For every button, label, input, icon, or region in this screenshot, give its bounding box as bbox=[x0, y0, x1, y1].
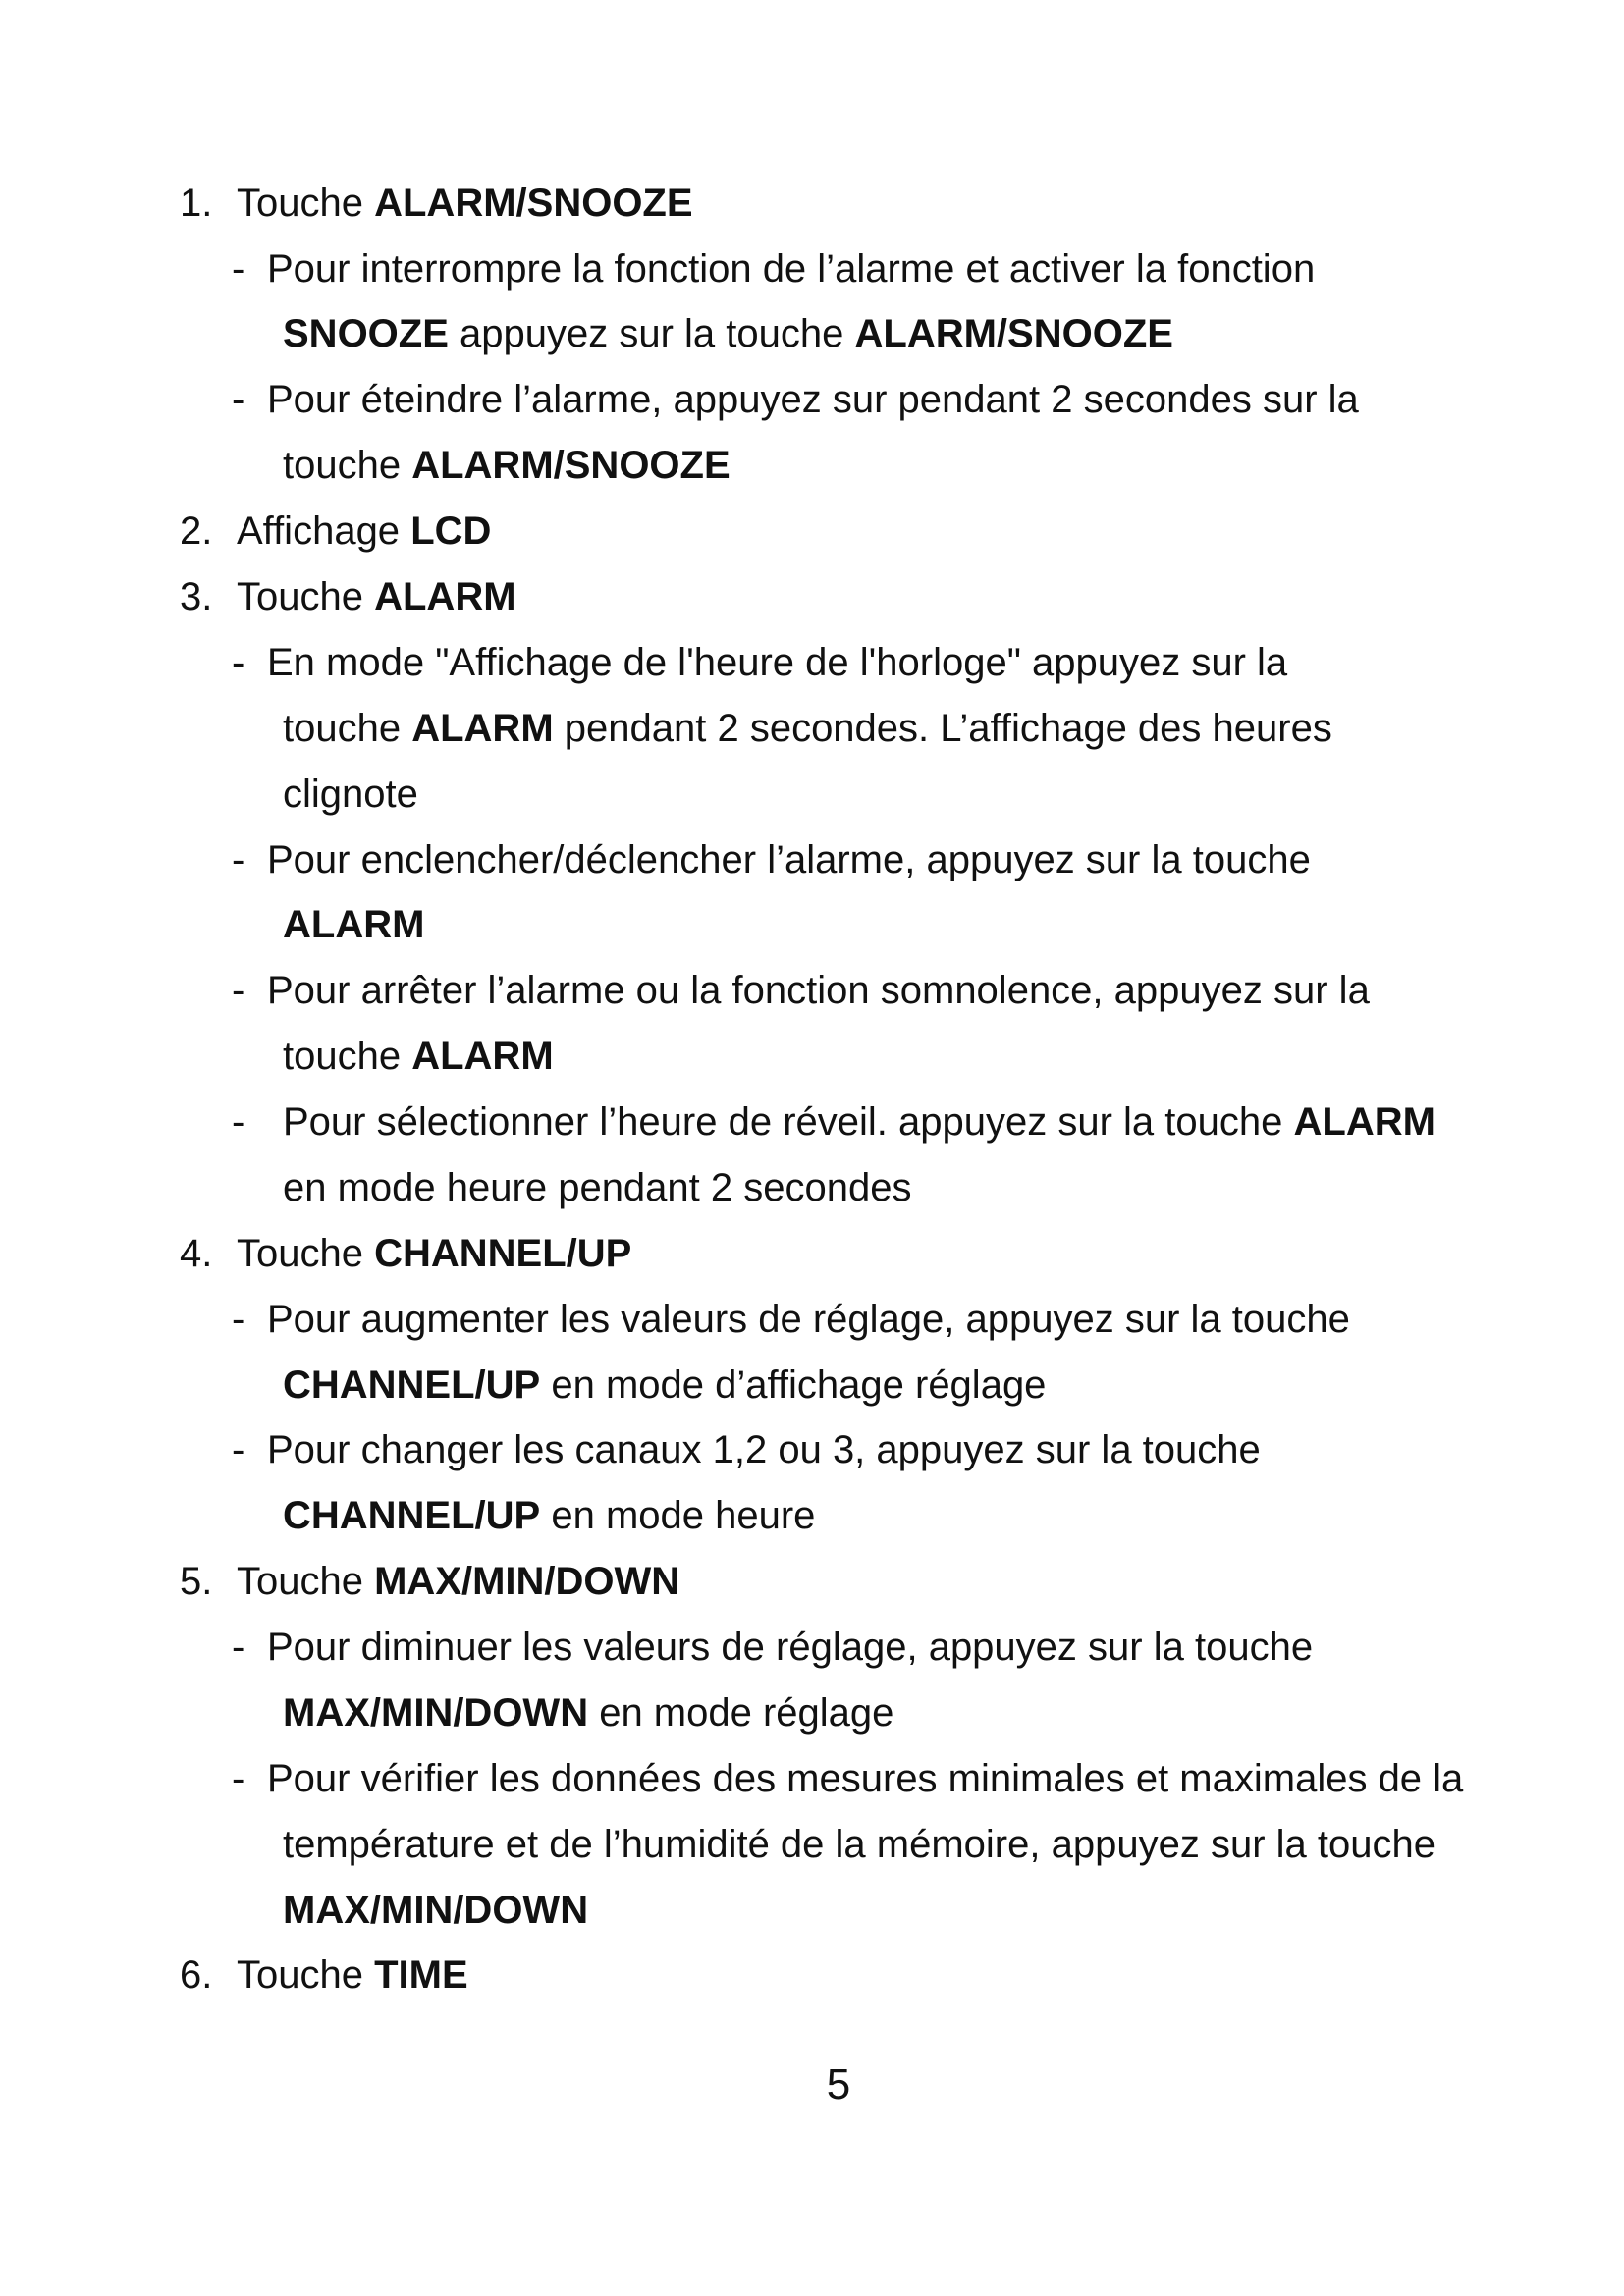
item-3-bullet-4-line-2 bbox=[283, 1164, 912, 1211]
item-1-heading bbox=[180, 180, 693, 227]
key-name: ALARM/SNOOZE bbox=[411, 444, 731, 487]
item-3-bullet-1-line-3 bbox=[283, 771, 418, 818]
bullet-dash: - bbox=[232, 641, 245, 684]
item-2-heading bbox=[180, 507, 491, 555]
item-3-bullet-4-line-1 bbox=[232, 1098, 1435, 1146]
item-6-heading bbox=[180, 1951, 468, 1999]
bullet-text: Pour sélectionner l’heure de réveil. appuyez sur la touche bbox=[283, 1100, 1294, 1144]
item-prefix: Touche bbox=[237, 575, 363, 618]
key-name: TIME bbox=[374, 1953, 468, 1997]
bullet-text: En mode "Affichage de l'heure de l'horloge" appuyez sur la bbox=[267, 641, 1288, 684]
key-name: ALARM bbox=[283, 903, 425, 946]
item-3-bullet-3-line-1 bbox=[232, 967, 1370, 1014]
item-4-bullet-1-line-2 bbox=[283, 1362, 1046, 1409]
key-name: MAX/MIN/DOWN bbox=[283, 1889, 589, 1932]
item-1-bullet-1-line-2 bbox=[283, 310, 1173, 357]
bullet-text: Pour éteindre l’alarme, appuyez sur pendant 2 secondes sur la bbox=[267, 378, 1359, 421]
bullet-dash: - bbox=[232, 838, 245, 881]
bullet-text: touche bbox=[283, 1035, 412, 1078]
key-name: ALARM/SNOOZE bbox=[374, 182, 693, 225]
bullet-text: pendant 2 secondes. L’affichage des heures bbox=[553, 707, 1332, 750]
bullet-text: température et de l’humidité de la mémoire, appuyez sur la touche bbox=[283, 1823, 1435, 1866]
bullet-dash: - bbox=[232, 1757, 245, 1800]
bullet-text: en mode heure pendant 2 secondes bbox=[283, 1166, 912, 1209]
item-3-bullet-1-line-2 bbox=[283, 705, 1332, 752]
key-name: ALARM bbox=[411, 707, 554, 750]
item-number: 6. bbox=[180, 1953, 213, 1997]
key-name: CHANNEL/UP bbox=[283, 1494, 541, 1537]
bullet-dash: - bbox=[232, 378, 245, 421]
bullet-text: Pour interrompre la fonction de l’alarme et activer la fonction bbox=[267, 247, 1316, 291]
item-4-bullet-2-line-1 bbox=[232, 1426, 1261, 1473]
item-prefix: Affichage bbox=[237, 509, 401, 553]
key-name: MAX/MIN/DOWN bbox=[283, 1691, 589, 1735]
bullet-text: Pour augmenter les valeurs de réglage, appuyez sur la touche bbox=[267, 1298, 1350, 1341]
item-3-heading bbox=[180, 573, 516, 620]
key-name: CHANNEL/UP bbox=[374, 1232, 632, 1275]
item-3-bullet-1-line-1 bbox=[232, 639, 1287, 686]
item-prefix: Touche bbox=[237, 1953, 363, 1997]
key-name: ALARM bbox=[1293, 1100, 1435, 1144]
bullet-text: appuyez sur la touche bbox=[448, 312, 855, 355]
bullet-text: touche bbox=[283, 707, 412, 750]
bullet-dash: - bbox=[232, 1428, 245, 1471]
item-5-bullet-2-line-1 bbox=[232, 1755, 1463, 1802]
bullet-text: en mode réglage bbox=[588, 1691, 894, 1735]
bullet-dash: - bbox=[232, 969, 245, 1012]
item-number: 3. bbox=[180, 575, 213, 618]
item-5-bullet-2-line-2 bbox=[283, 1821, 1435, 1868]
bullet-dash: - bbox=[232, 1100, 245, 1144]
item-4-heading bbox=[180, 1230, 631, 1277]
item-5-bullet-2-line-3 bbox=[283, 1887, 588, 1934]
bullet-text: en mode heure bbox=[540, 1494, 816, 1537]
bullet-dash: - bbox=[232, 247, 245, 291]
key-name: ALARM bbox=[374, 575, 516, 618]
item-5-heading bbox=[180, 1558, 679, 1605]
bullet-dash: - bbox=[232, 1298, 245, 1341]
key-name: ALARM bbox=[411, 1035, 554, 1078]
bullet-text: Pour changer les canaux 1,2 ou 3, appuyez sur la touche bbox=[267, 1428, 1261, 1471]
item-1-bullet-2-line-1 bbox=[232, 376, 1359, 423]
bullet-text: Pour vérifier les données des mesures minimales et maximales de la bbox=[267, 1757, 1464, 1800]
item-prefix: Touche bbox=[237, 182, 363, 225]
item-3-bullet-2-line-1 bbox=[232, 836, 1311, 883]
item-4-bullet-2-line-2 bbox=[283, 1492, 815, 1539]
key-name: ALARM/SNOOZE bbox=[854, 312, 1173, 355]
item-3-bullet-3-line-2 bbox=[283, 1033, 554, 1080]
item-number: 2. bbox=[180, 509, 213, 553]
key-name: SNOOZE bbox=[283, 312, 449, 355]
bullet-text: en mode d’affichage réglage bbox=[540, 1363, 1047, 1407]
bullet-text: Pour enclencher/déclencher l’alarme, appuyez sur la touche bbox=[267, 838, 1311, 881]
item-1-bullet-2-line-2 bbox=[283, 442, 731, 489]
item-number: 5. bbox=[180, 1560, 213, 1603]
bullet-dash: - bbox=[232, 1626, 245, 1669]
bullet-text: Pour diminuer les valeurs de réglage, appuyez sur la touche bbox=[267, 1626, 1314, 1669]
item-number: 4. bbox=[180, 1232, 213, 1275]
item-5-bullet-1-line-1 bbox=[232, 1624, 1313, 1671]
key-name: LCD bbox=[410, 509, 492, 553]
key-name: MAX/MIN/DOWN bbox=[374, 1560, 680, 1603]
item-number: 1. bbox=[180, 182, 213, 225]
key-name: CHANNEL/UP bbox=[283, 1363, 541, 1407]
page-number: 5 bbox=[826, 2060, 851, 2109]
item-4-bullet-1-line-1 bbox=[232, 1296, 1350, 1343]
item-prefix: Touche bbox=[237, 1560, 363, 1603]
item-3-bullet-2-line-2 bbox=[283, 901, 424, 948]
bullet-text: touche bbox=[283, 444, 412, 487]
item-5-bullet-1-line-2 bbox=[283, 1689, 893, 1736]
item-prefix: Touche bbox=[237, 1232, 363, 1275]
bullet-text: clignote bbox=[283, 773, 418, 816]
item-1-bullet-1-line-1 bbox=[232, 245, 1315, 293]
bullet-text: Pour arrêter l’alarme ou la fonction somnolence, appuyez sur la bbox=[267, 969, 1370, 1012]
